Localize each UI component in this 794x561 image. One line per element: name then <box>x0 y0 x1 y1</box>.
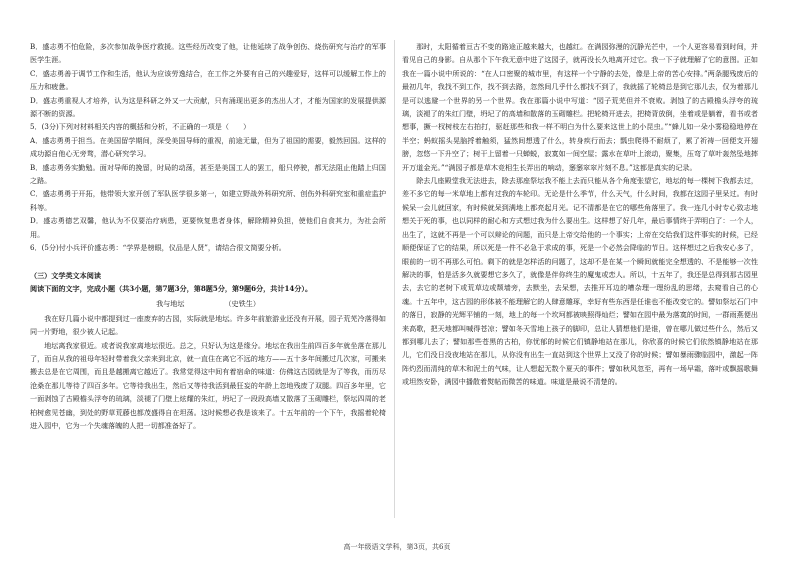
article-author: （史铁生） <box>224 299 260 309</box>
q5-option-c: C．盛志勇勇于开拓，他带领大家开创了军队医学很多第一，如建立野战外科研究所、创伤外科研究室和重症监护科等。 <box>30 189 386 212</box>
section-heading: （三）文学类文本阅读 <box>30 270 101 280</box>
article-paragraph-3: 那时，太阳循着亘古不变的路途正越来越大，也越红。在满园弥漫的沉静光芒中，一个人更容易看到时间，并看见自己的身影。自从那个下午我无意中进了这园子，就再没长久地离开过它。我一下子就理解了它的意图。正如我在一篇小说中所说的：“在人口密聚的城市里，有这样一个宁静的去处，像是上帝的苦心安排。”两条腿残废后的最初几年，我找不到工作，找不到去路，忽然间几乎什么都找不到了，我就摇了轮椅总是到它那儿去，仅为着那儿是可以逃避一个世界的另一个世界。我在那篇小说中写道：“园子荒芜但并不衰败。剥蚀了的古殿檐头浮夸的琉璃，淡褪了的朱红门壁，坍圮了的高墙和散落的玉砌雕栏。把轮椅开进去，把椅背放倒，坐着或是躺着，看书或者想事，撅一杈树枝左右拍打，驱赶那些和我一样不明白为什么要来这世上的小昆虫。”“蜂儿如一朵小雾稳稳地停在半空；蚂蚁摇头晃脑捋着触须，猛然间想透了什么，转身疾行而去；瓢虫爬得不耐烦了，累了祈祷一回便支开翅膀，忽悠一下升空了；树干上留着一只蝉蜕，寂寞如一间空屋；露水在草叶上滚动，聚集，压弯了草叶轰然坠地摔开万道金光。”“满园子都是草木竞相生长弄出的响动，窸窸窣窣片刻不息。”这都是真实的记录。 <box>402 42 758 172</box>
left-column <box>30 40 386 432</box>
right-column <box>402 40 758 389</box>
page-footer: 高一年级语文学科，第3页，共6页 <box>343 543 451 551</box>
article-paragraph-4: 除去几座殿堂我无法进去，除去那座祭坛我不能上去而只能从各个角度张望它，地坛的每一棵树下我都去过，差不多它的每一米草地上都有过我的车轮印。无论是什么季节，什么天气，什么时间，我都在这园子里呆过。有时候呆一会儿就回家，有时候就呆到满地上都亮起月光。记不清都是在它的哪些角落里了。我一连几小时专心致志地想关于死的事，也以同样的耐心和方式想过我为什么要出生。这样想了好几年，最后事情终于弄明白了：一个人，出生了，这就不再是一个可以辩论的问题，而只是上帝交给他的一个事实；上帝在交给我们这件事实的时候，已经顺便保证了它的结果，所以死是一件不必急于求成的事，死是一个必然会降临的节日。这样想过之后我安心多了，眼前的一切不再那么可怕。剩下的就是怎样活的问题了，这却不是在某一个瞬间就能完全想透的、不是能够一次性解决的事，怕是活多久就要想它多久了，就像是伴你终生的魔鬼或恋人。所以，十五年了，我还是总得到那古园里去，去它的老树下或荒草边或颓墙旁，去默坐，去呆想，去推开耳边的嘈杂理一理纷乱的思绪，去窥看自己的心魂。十五年中，这古园的形体被不能理解它的人肆意雕琢，幸好有些东西是任谁也不能改变它的。譬如祭坛石门中的落日，寂静的光辉平铺的一刻，地上的每一个坎坷都被映照得灿烂；譬如在园中最为落寞的时间，一群雨燕便出来高歌，把天地都叫喊得苍凉；譬如冬天雪地上孩子的脚印，总让人猜想他们是谁，曾在哪儿做过些什么，然后又都到哪儿去了；譬如那些苍黑的古柏，你忧郁的时候它们镇静地站在那儿，你欣喜的时候它们依然镇静地站在那儿，它们没日没夜地站在那儿，从你没有出生一直站到这个世界上又没了你的时候；譬如暴雨骤临园中，激起一阵阵灼烈而清纯的草木和泥土的气味，让人想起无数个夏天的事件；譬如秋风忽至，再有一场早霜，落叶或飘摇歌舞或坦然安卧，满园中播散着熨帖而微苦的味道。味道是最说不清楚的。 <box>402 176 758 387</box>
q4-option-c: C．盛志勇善于调节工作和生活，他认为应该劳逸结合，在工作之外要有自己的兴趣爱好，这样可以缓解工作上的压力和疲惫。 <box>30 68 386 92</box>
q5-option-d: D．盛志勇德艺双馨，他认为不仅要治疗病患，更要恢复患者身体，解除精神负担，使他们自食其力，为社会所用。 <box>30 216 386 239</box>
q5-option-a: A．盛志勇勇于担当。在美国留学期间，深受美国导师的重视，前途无量，但为了祖国的需要，毅然回国。这样的成功源自他心无旁骛，潜心研究学习。 <box>30 135 386 159</box>
q4-option-d: D．盛志勇重视人才培养，认为这是科研之外又一大贡献，只有涌现出更多的杰出人才，才能为国家的发展提供源源不断的资源。 <box>30 95 386 119</box>
article-title-line <box>30 297 386 310</box>
article-paragraph-1: 我在好几篇小说中都提到过一座废弃的古园，实际就是地坛。许多年前旅游业还没有开展，园子荒芜冷落得如同一片野地，很少被人记起。 <box>30 313 386 337</box>
q5-stem: 5．(3分)下列对材料相关内容的概括和分析，不正确的一项是（ ） <box>30 122 251 132</box>
article-title: 我与地坛 <box>156 299 185 309</box>
reading-instruction: 阅读下面的文字，完成小题（共3小题，第7题3分，第8题5分，第9题6分，共计14分）。 <box>30 283 313 293</box>
article-paragraph-2: 地坛离我家很近。或者说我家离地坛很近。总之，只好认为这是缘分。地坛在我出生前四百多年就坐落在那儿了，而自从我的祖母年轻时带着我父亲来到北京，就一直住在离它不远的地方——五十多年间搬过几次家，可搬来搬去总是在它周围，而且是越搬离它越近了。我常觉得这中间有着宿命的味道：仿佛这古园就是为了等我，而历尽沧桑在那儿等待了四百多年。它等待我出生，然后又等待我活到最狂妄的年龄上忽地残废了双腿。四百多年里，它一面剥蚀了古殿檐头浮夸的琉璃，淡褪了门壁上炫耀的朱红，坍圮了一段段高墙又散落了玉砌雕栏，祭坛四周的老柏树愈见苍幽，到处的野草荒藤也都茂盛得自在坦荡。这时候想必我是该来了。十五年前的一个下午，我摇着轮椅进入园中，它为一个失魂落魄的人把一切都准备好了。 <box>30 340 386 430</box>
column-divider <box>394 40 395 518</box>
q6-question: 6．(5分)付小兵评价盛志勇：“学界是榜眼，仪品是人贤”，请结合很文简要分析。 <box>30 243 286 253</box>
q5-option-b: B．盛志勇务实勤勉。面对导师的挽留，时局的动荡，甚至是美国工人的罢工，船只停驶，都无法阻止他踏上归国之路。 <box>30 162 386 186</box>
q4-option-b: B．盛志勇不怕危险，多次参加战争医疗救援。这些经历改变了他，让他延续了战争创伤、烧伤研究与治疗的军事医学生涯。 <box>30 42 386 65</box>
